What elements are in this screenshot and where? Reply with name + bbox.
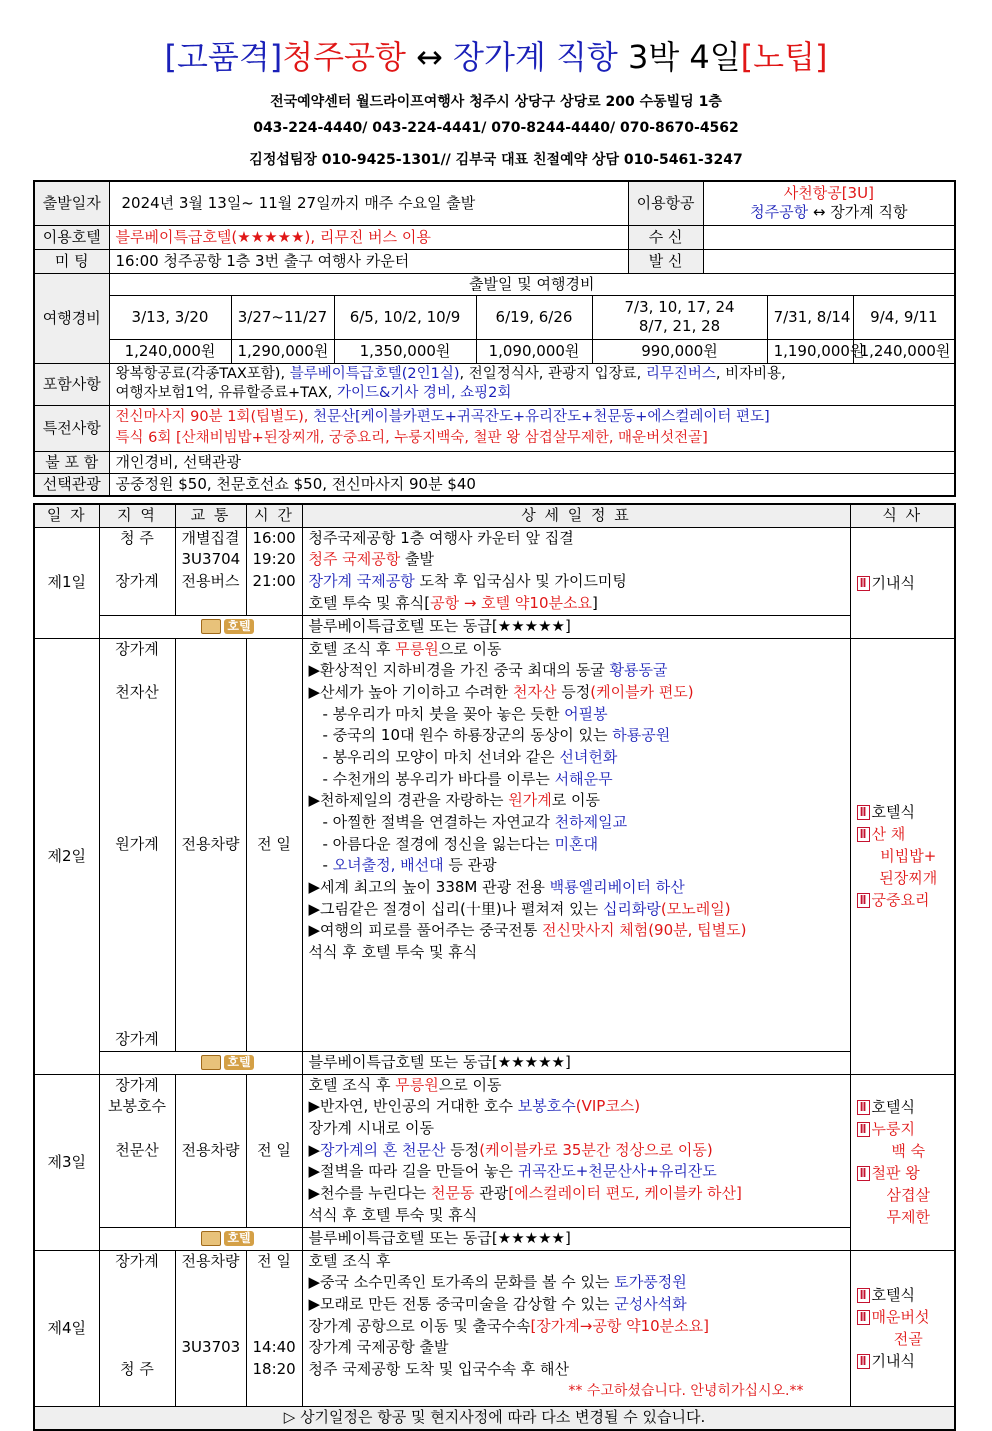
incl-label: 포함사항 [34,363,109,405]
detail-text: 도착 후 입국심사 및 가이드미팅 [414,571,627,590]
utensils-icon: ǁ [857,893,870,908]
hotel-label: 이용호텔 [34,225,109,249]
detail-hl: 오녀출정, 배선대 [332,856,444,875]
meal: 된장찌개 [879,869,938,888]
day4-detail [302,1250,850,1406]
detail-hl: (케이블카 편도) [590,682,694,701]
meal: 산 채 [871,825,906,844]
hdr-transport: 교 통 [175,504,246,527]
hotel-badge-text: 호텔 [224,619,253,634]
date-col: 9/4, 9/11 [853,295,955,339]
day1-transport [175,527,246,615]
time: 전 일 [257,1251,291,1270]
hdr-region: 지 역 [99,504,175,527]
incl-bus: 리무진버스 [645,366,716,382]
farewell: ** 수고하셨습니다. 안녕히가십시오.** [568,1382,804,1399]
detail-text: 출발 [400,550,434,569]
transport: 개별집결 [181,528,240,547]
region: 장가계 [115,639,159,658]
day4-transport [175,1250,246,1406]
detail-hl: 천문동 [431,1184,475,1202]
meal: 비빕밥+ [880,847,937,866]
detail-text: 호텔 투숙 및 휴식[ [308,593,431,612]
hotel-icon [201,1231,221,1246]
meal: 궁중요리 [871,891,930,910]
utensils-icon: ǁ [857,805,870,820]
day4-label: 제4일 [34,1250,99,1406]
price-cell: 1,290,000원 [231,339,334,363]
airline: 사천항공[3U] [783,184,874,203]
day2-transport: 전용차량 [175,638,246,1051]
detail-text: - 봉우리의 모양이 마치 선녀와 같은 [322,747,560,766]
meal: 기내식 [871,573,915,592]
detail-hl: 장가계의 혼 천문산 [320,1140,446,1159]
detail-text: ▶ [308,1140,321,1159]
time: 16:00 [252,528,296,547]
transport: 전용차량 [181,1251,240,1270]
meal: 삼겹살 [886,1186,930,1205]
transport: 전용버스 [181,571,240,590]
date-col: 3/13, 3/20 [109,295,231,339]
opt-value: 공중정원 $50, 천문호선쇼 $50, 전신마사지 90분 $40 [109,473,955,496]
title-origin: 청주공항 [282,38,406,76]
cost-label: 여행경비 [34,273,109,363]
detail-hl: 보봉호수 [517,1097,576,1116]
page-title [0,32,992,78]
hotel-badge-text: 호텔 [224,1231,253,1246]
price-cell: 1,090,000원 [476,339,592,363]
detail-hl: 선녀헌화 [559,747,618,766]
date-col: 6/5, 10/2, 10/9 [334,295,476,339]
detail-text: - 중국의 10대 원수 하룡장군의 동상이 있는 [322,726,613,745]
detail-hl: 토가풍정원 [614,1273,687,1292]
date-col: 6/19, 6/26 [476,295,592,339]
price-cell: 1,350,000원 [334,339,476,363]
detail-hl: (케이블카로 35분간 정상으로 이동) [479,1140,713,1159]
incl-hotel: 블루베이특급호텔(2인1실) [289,366,460,382]
detail-text: ▶모래로 만든 전통 중국미술을 감상할 수 있는 [308,1294,615,1313]
detail-text: - [322,856,333,875]
special-label: 특전사항 [34,405,109,451]
detail-text: ▶환상적인 지하비경을 가진 중국 최대의 동굴 [308,661,610,680]
detail-text: ▶천수를 누린다는 [308,1184,432,1202]
day4-time [246,1250,302,1406]
cost-header: 출발일 및 여행경비 [109,273,955,295]
detail-text: ▶반자연, 반인공의 거대한 호수 [308,1097,518,1116]
date-line: 7/3, 10, 17, 24 [624,298,735,316]
detail-hl: 미혼대 [554,834,599,853]
detail-line: 석식 후 호텔 투숙 및 휴식 [308,943,478,962]
footer-note: ▷ 상기일정은 항공 및 현지사정에 따라 다소 변경될 수 있습니다. [34,1406,955,1430]
schedule-table [33,503,956,1431]
time: 14:40 [252,1338,296,1357]
detail-text: 등정 [556,682,591,701]
detail-hl: [장가계→공항 약10분소요] [530,1316,709,1335]
day1-detail [302,527,850,615]
day1-label: 제1일 [34,527,99,638]
day3-transport: 전용차량 [175,1074,246,1227]
hotel-value: 블루베이특급호텔(★★★★★), 리무진 버스 이용 [109,225,628,249]
time: 19:20 [252,550,296,569]
incl-guide: 가이드&기사 경비, 쇼핑2회 [336,385,512,401]
hotel-badge [99,615,302,638]
detail-hl: (모노레일) [660,899,731,918]
incl-text: , 전일정식사, 관광지 입장료, [459,366,646,382]
day3-region [99,1074,175,1227]
incl-value [109,363,955,405]
detail-hl: (90분, 팁별도) [648,921,747,940]
utensils-icon: ǁ [857,1166,870,1181]
price-cell: 990,000원 [592,339,767,363]
detail-hl: 군성사석화 [614,1294,687,1313]
recv-label: 수 신 [628,225,703,249]
detail-hl: 서해운무 [554,769,613,788]
region: 장가계 [115,1029,159,1048]
detail-hl: 어필봉 [564,704,608,723]
opt-label: 선택관광 [34,473,109,496]
day1-time [246,527,302,615]
utensils-icon: ǁ [857,1100,870,1115]
meal: 무제한 [886,1208,930,1227]
hotel-icon [201,1055,221,1070]
meet-label: 미 팅 [34,249,109,273]
flight-no: 3U3704 [181,550,241,569]
detail-line: 석식 후 호텔 투숙 및 휴식 [308,1205,478,1224]
title-arrow: ↔ [405,38,454,76]
detail-hl: 전신맛사지 체험 [541,921,649,940]
utensils-icon: ǁ [857,576,870,591]
detail-hl: 십리화랑 [602,899,661,918]
time: 21:00 [252,571,296,590]
detail-hl: 백룡엘리베이터 하산 [549,878,685,897]
utensils-icon: ǁ [857,1288,870,1303]
air-route: ↔ 장가계 직항 [808,203,908,222]
special-tianmen: 천문산[케이블카편도+귀곡잔도+유리잔도+천문동+에스컬레이터 편도] [313,409,770,425]
flight-no: 3U3703 [181,1338,241,1357]
detail-hl: [에스컬레이터 편도, 케이블카 하산] [508,1184,742,1202]
region: 청 주 [120,1360,154,1378]
region: 장가계 [115,571,159,590]
incl-text: 여행자보험1억, 유류할증료+TAX, [115,385,337,401]
day2-label: 제2일 [34,638,99,1074]
detail-text: ▶중국 소수민족인 토가족의 문화를 볼 수 있는 [308,1273,615,1292]
utensils-icon: ǁ [857,1354,870,1369]
hdr-day: 일 자 [34,504,99,527]
day3-time: 전 일 [246,1074,302,1227]
date-col [592,295,767,339]
day4-region [99,1250,175,1406]
detail-text: 장가계 공항으로 이동 및 출국수속 [308,1316,531,1335]
time: 18:20 [252,1360,296,1378]
meal: 백 숙 [891,1142,926,1161]
hotel-badge [99,1227,302,1250]
detail-line: 장가계 국제공항 출발 [308,1338,449,1357]
meal: 호텔식 [871,1098,915,1117]
title-premium: [고품격] [164,38,283,76]
date-col: 3/27~11/27 [231,295,334,339]
price-cell: 1,190,000원 [767,339,853,363]
region: 장가계 [115,1251,159,1270]
meet-value: 16:00 청주공항 1층 3번 출구 여행사 카운터 [109,249,628,273]
detail-line: 호텔 조식 후 [308,1251,391,1270]
excl-label: 불 포 함 [34,451,109,473]
title-dest: 장가계 직항 [453,38,618,76]
detail-line: 장가계 시내로 이동 [308,1118,434,1137]
agency-contacts: 김정섭팀장 010-9425-1301// 김부국 대표 친절예약 상담 010-5461-3247 [249,152,743,168]
detail-text: ▶그림같은 절경이 십리(十里)나 펼쳐져 있는 [308,899,603,918]
detail-hl: 하룡공원 [612,726,671,745]
send-label: 발 신 [628,249,703,273]
region: 청 주 [120,528,154,547]
detail-text: 호텔 조식 후 [308,1075,396,1094]
region: 보봉호수 [108,1097,166,1116]
day3-label: 제3일 [34,1074,99,1250]
special-value [109,405,955,451]
detail-text: ] [591,593,598,612]
detail-text: - 수천개의 봉우리가 바다를 이루는 [322,769,555,788]
detail-line: 청주국제공항 1층 여행사 카운터 앞 집결 [308,528,574,547]
detail-text: ▶절벽을 따라 길을 만들어 놓은 [308,1162,518,1181]
utensils-icon: ǁ [857,827,870,842]
detail-hl: 천자산 [513,682,557,701]
meal: 기내식 [871,1352,915,1371]
region: 장가계 [115,1075,159,1094]
detail-hl: 무릉원 [395,1075,439,1094]
day3-detail [302,1074,850,1227]
hdr-time: 시 간 [246,504,302,527]
day2-time: 전 일 [246,638,302,1051]
hotel-icon [201,619,221,634]
title-duration: 3박 4일 [617,38,741,76]
meal: 누룽지 [871,1120,915,1139]
agency-phones: 043-224-4440/ 043-224-4441/ 070-8244-4440/ 070-8670-4562 [253,120,739,136]
detail-text: - 아찔한 절벽을 연결하는 자연교각 [322,813,555,831]
detail-text: 관광 [474,1184,509,1202]
special-massage: 전신마사지 90분 1회(팁별도), [115,409,313,425]
detail-text: 으로 이동 [438,639,502,658]
send-value[interactable] [703,249,955,273]
detail-text: 호텔 조식 후 [308,639,396,658]
detail-hl: 무릉원 [395,639,439,658]
detail-hl: 천하제일교 [554,813,628,831]
air-origin: 청주공항 [750,203,809,222]
detail-text: 등정 [445,1140,480,1159]
detail-hl: 청주 국제공항 [308,550,401,569]
title-notip: [노팁] [740,38,828,76]
summary-table [33,180,956,497]
detail-hl: 귀곡잔도+천문산사+유리잔도 [517,1162,717,1181]
meal: 호텔식 [871,803,915,822]
meal: 매운버섯 [871,1308,930,1327]
detail-text: ▶산세가 높아 기이하고 수려한 [308,682,513,701]
region: 원가계 [115,834,159,853]
hdr-meal: 식 사 [850,504,955,527]
meal: 철판 왕 [871,1164,920,1183]
recv-value[interactable] [703,225,955,249]
detail-line: 청주 국제공항 도착 및 입국수속 후 해산 [308,1360,569,1378]
day3-meals [850,1074,955,1250]
region: 천문산 [115,1140,159,1159]
day1-region [99,527,175,615]
excl-value: 개인경비, 선택관광 [109,451,955,473]
detail-text: - 봉우리가 마치 붓을 꽂아 놓은 듯한 [322,704,565,723]
day2-meals [850,638,955,1074]
detail-text: 으로 이동 [438,1075,502,1094]
detail-text: ▶여행의 피로를 풀어주는 중국전통 [308,921,542,940]
air-label: 이용항공 [628,181,703,225]
special-meals: 특식 6회 [산채비빔밥+된장찌개, 궁중요리, 누룽지백숙, 철판 왕 삼겹살무제한, 매운버섯전골] [115,430,708,446]
detail-hl: 황룡동굴 [609,661,668,680]
day2-region [99,638,175,1051]
date-line: 8/7, 21, 28 [638,317,721,335]
agency-address: 전국예약센터 월드라이프여행사 청주시 상당구 상당로 200 수동빌딩 1층 [270,94,722,110]
meal: 호텔식 [871,1286,915,1305]
day1-hotel: 블루베이특급호텔 또는 동급[★★★★★] [302,615,850,638]
detail-hl: 장가계 국제공항 [308,571,415,590]
detail-text: - 아름다운 절경에 정신을 잃는다는 [322,834,555,853]
utensils-icon: ǁ [857,1122,870,1137]
day2-detail [302,638,850,1051]
incl-text: , 비자비용, [715,366,786,382]
day2-hotel: 블루베이특급호텔 또는 동급[★★★★★] [302,1051,850,1074]
detail-hl: 공항 → 호텔 약10분소요 [430,593,592,612]
dep-value: 2024년 3월 13일~ 11월 27일까지 매주 수요일 출발 [109,181,628,225]
detail-hl: 원가계 [508,791,552,810]
day4-meals [850,1250,955,1406]
hdr-detail: 상 세 일 정 표 [302,504,850,527]
hotel-badge-text: 호텔 [224,1055,253,1070]
day3-hotel: 블루베이특급호텔 또는 동급[★★★★★] [302,1227,850,1250]
price-cell: 1,240,000원 [853,339,955,363]
date-col: 7/31, 8/14 [767,295,853,339]
utensils-icon: ǁ [857,1310,870,1325]
detail-text: 로 이동 [551,791,600,810]
detail-text: 등 관광 [443,856,497,875]
meal: 전골 [893,1330,923,1349]
detail-text: ▶천하제일의 경관을 자랑하는 [308,791,509,810]
incl-text: 왕복항공료(각종TAX포함), [115,366,290,382]
detail-hl: (VIP코스) [575,1097,641,1116]
day1-meals [850,527,955,638]
dep-label: 출발일자 [34,181,109,225]
region: 천자산 [115,682,159,701]
hotel-badge [99,1051,302,1074]
air-value [703,181,955,225]
price-cell: 1,240,000원 [109,339,231,363]
detail-text: ▶세계 최고의 높이 338M 관광 전용 [308,878,550,897]
